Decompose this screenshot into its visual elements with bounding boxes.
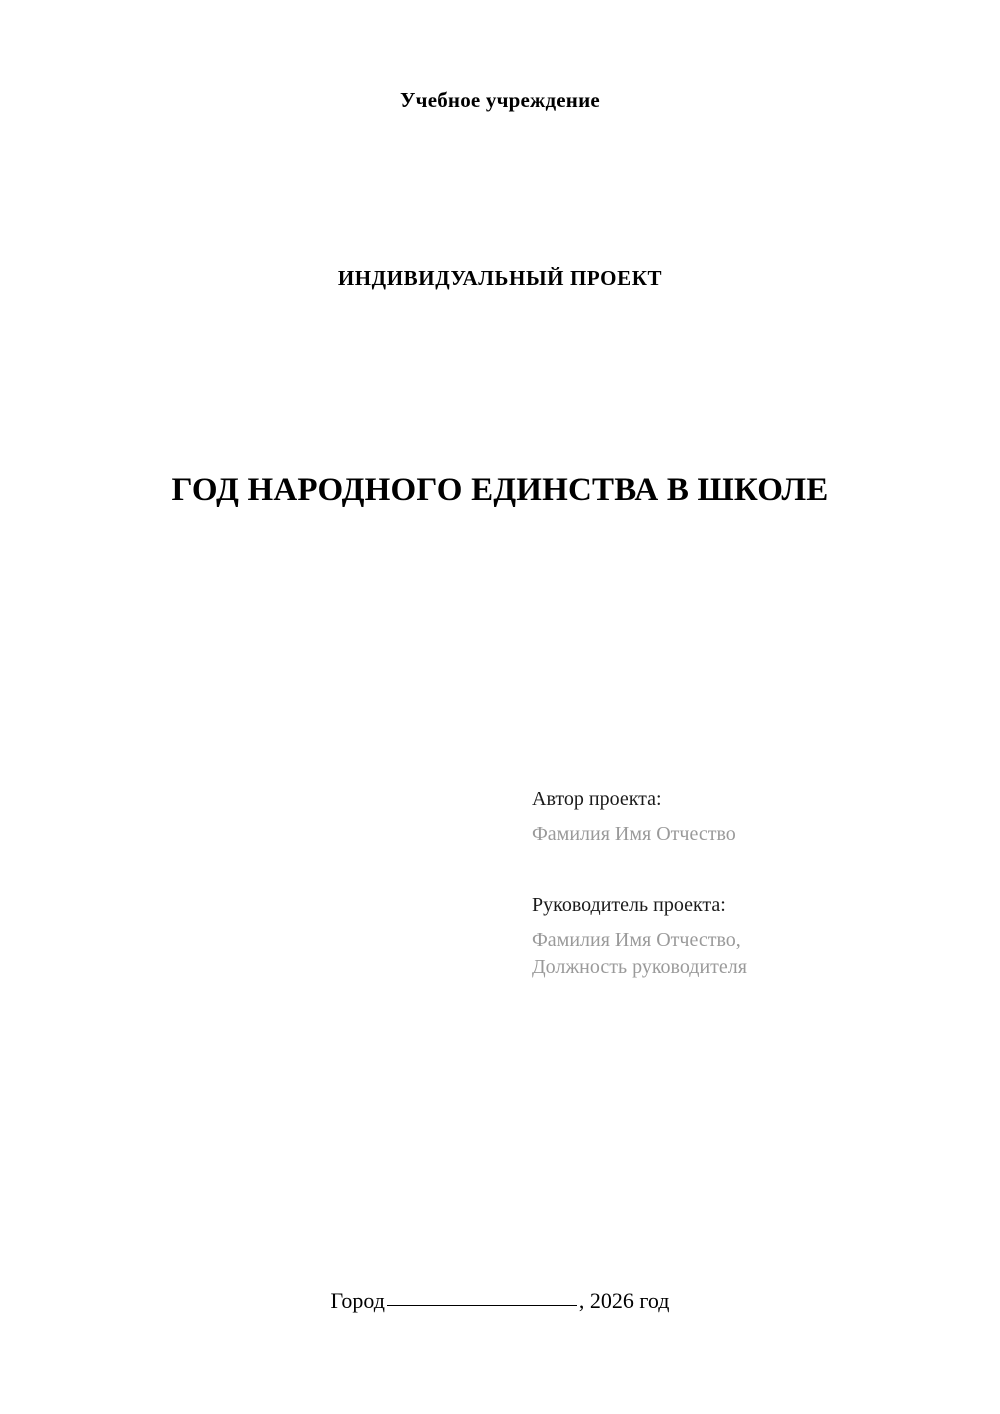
supervisor-label: Руководитель проекта: — [532, 894, 726, 916]
page-title: ГОД НАРОДНОГО ЕДИНСТВА В ШКОЛЕ — [171, 472, 829, 509]
footer-year-text: , 2026 год — [578, 1288, 670, 1313]
city-blank-line — [387, 1305, 577, 1306]
institution-name: Учебное учреждение — [400, 88, 600, 112]
credits-spacer — [532, 848, 932, 892]
supervisor-value-line-2: Должность руководителя — [532, 956, 747, 978]
project-type-heading: ИНДИВИДУАЛЬНЫЙ ПРОЕКТ — [337, 266, 663, 290]
author-label: Автор проекта: — [532, 788, 662, 810]
footer-city-year — [0, 1288, 1000, 1314]
supervisor-value-line-1: Фамилия Имя Отчество, — [532, 929, 741, 951]
footer-city-label: Город — [330, 1288, 385, 1313]
credits-block — [532, 786, 932, 981]
author-value: Фамилия Имя Отчество — [532, 823, 736, 845]
